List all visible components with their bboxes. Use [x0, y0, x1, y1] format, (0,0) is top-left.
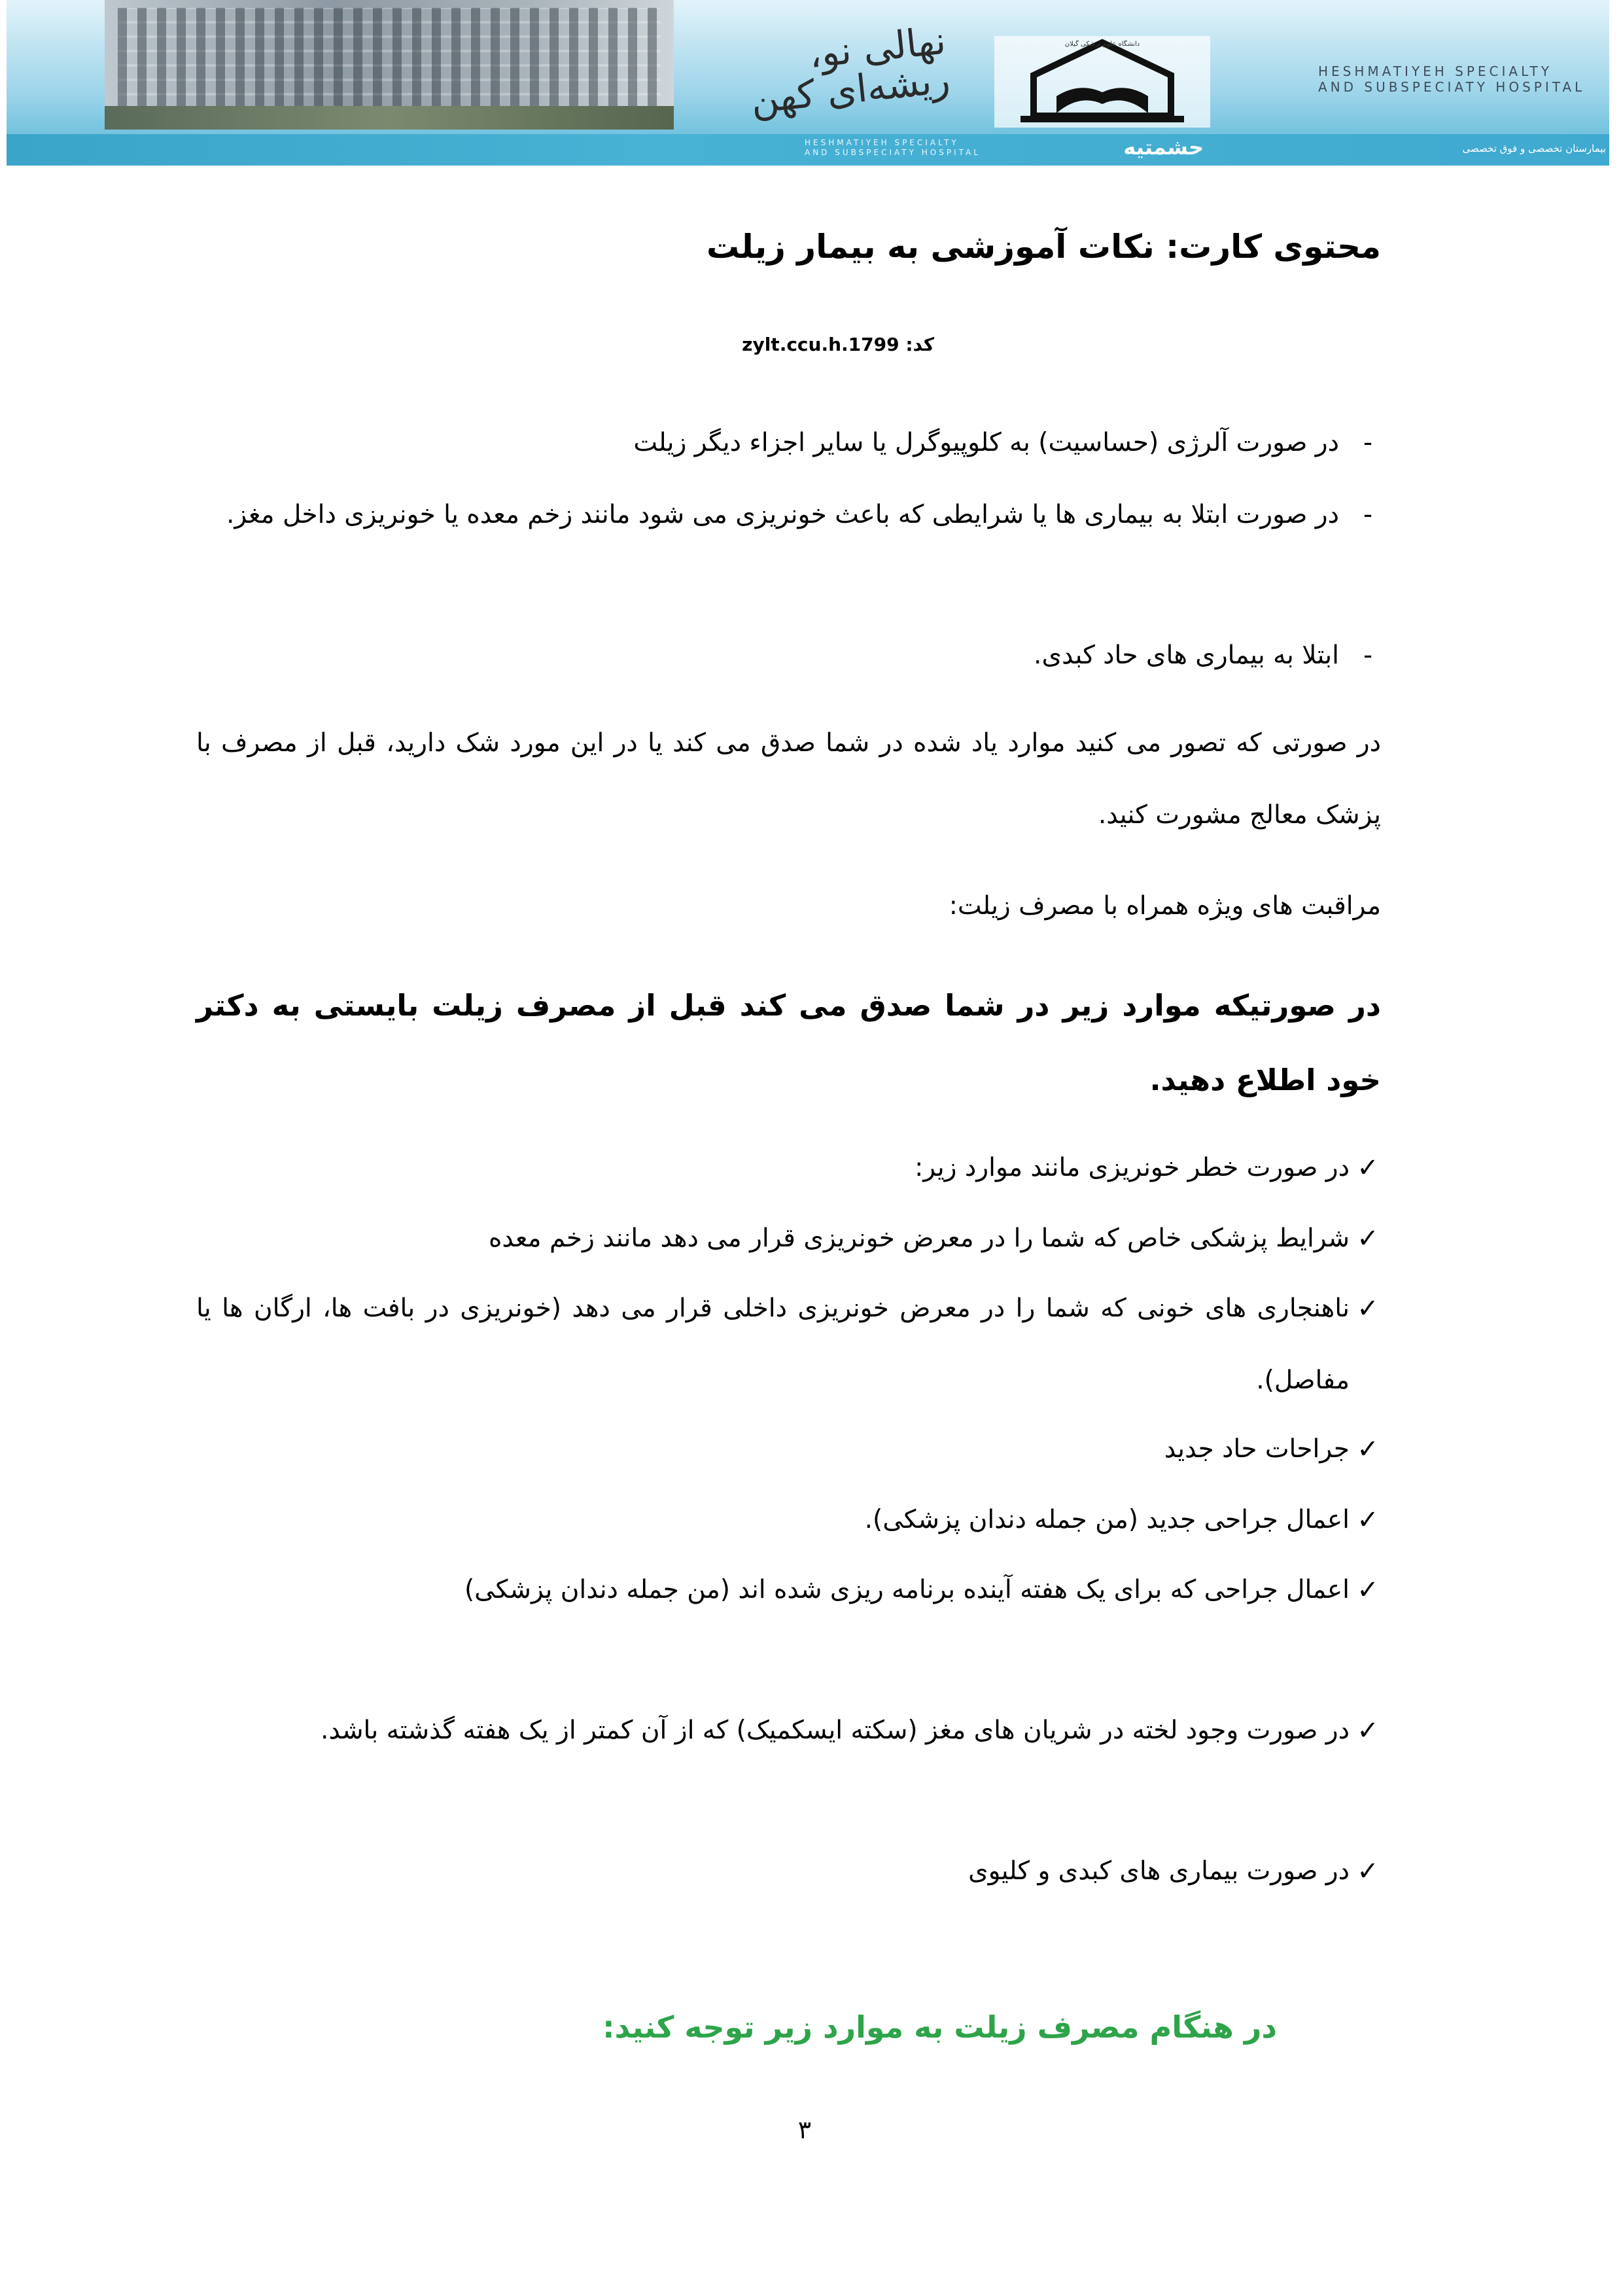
dash-marker: - — [1363, 641, 1373, 670]
checklist-item — [196, 1203, 1381, 1275]
code-label: کد: — [905, 334, 934, 355]
university-logo-icon — [994, 36, 1210, 128]
checklist-item — [196, 1835, 1381, 1907]
usage-notes-heading: در هنگام مصرف زیلت به موارد زیر توجه کنید: — [602, 2009, 1277, 2045]
strip-hospital-name: حشمتیه — [1123, 135, 1204, 160]
checklist-item-text: در صورت وجود لخته در شریان های مغز (سکته ایسکمیک) که از آن کمتر از یک هفته گذشته باشد. — [321, 1716, 1350, 1745]
checklist-item — [196, 1413, 1381, 1485]
list-item — [196, 620, 1381, 692]
list-item-text: در صورت آلرژی (حساسیت) به کلوپیوگرل یا سایر اجزاء دیگر زیلت — [633, 428, 1339, 457]
check-icon: ✓ — [1357, 1575, 1379, 1605]
dash-marker: - — [1363, 500, 1373, 529]
checklist-item — [196, 1695, 1381, 1839]
check-icon: ✓ — [1357, 1505, 1379, 1535]
checklist-item-text: جراحات حاد جدید — [1164, 1434, 1350, 1464]
strip-tagline: بیمارستان تخصصی و فوق تخصصی — [1462, 143, 1606, 154]
list-item-text: در صورت ابتلا به بیماری ها یا شرایطی که باعث خونریزی می شود مانند زخم معده یا خونریزی داخل مغز. — [226, 500, 1339, 529]
strip-hospital-name-en: HESHMATIYEH SPECIALTY AND SUBSPECIATY HOSPITAL — [805, 138, 981, 157]
code-line — [654, 334, 934, 355]
checklist-item — [196, 1554, 1381, 1698]
checklist-item-text: شرایط پزشکی خاص که شما را در معرض خونریزی قرار می دهد مانند زخم معده — [488, 1224, 1350, 1253]
calligraphy-slogan: نهالی نو، ریشه‌ای کهن — [748, 18, 952, 122]
check-icon: ✓ — [1357, 1434, 1379, 1464]
logo-caption: دانشگاه علوم پزشکی گیلان — [1064, 41, 1140, 48]
checklist-item — [196, 1484, 1381, 1556]
advice-paragraph: در صورتی که تصور می کنید موارد یاد شده در شما صدق می کند یا در این مورد شک دارید، قبل از مصرف با پزشک معالج مشورت کنید. — [196, 728, 1381, 830]
hospital-name-en: HESHMATIYEH SPECIALTY AND SUBSPECIATY HOSPITAL — [1318, 63, 1586, 95]
check-icon: ✓ — [1357, 1224, 1379, 1254]
checklist-item-text: در صورت بیماری های کبدی و کلیوی — [968, 1856, 1350, 1886]
checklist-item-text: اعمال جراحی جدید (من جمله دندان پزشکی). — [864, 1505, 1350, 1534]
page-title: محتوی کارت: نکات آموزشی به بیمار زیلت — [706, 228, 1381, 266]
checklist-item — [196, 1132, 1381, 1204]
inform-doctor-paragraph: در صورتیکه موارد زیر در شما صدق می کند قبل از مصرف زیلت بایستی به دکتر خود اطلاع دهید. — [196, 988, 1381, 1097]
code-value: zylt.ccu.h.1799 — [742, 334, 899, 355]
special-care-heading: مراقبت های ویژه همراه با مصرف زیلت: — [949, 891, 1381, 921]
checklist-item-text: ناهنجاری های خونی که شما را در معرض خونریزی داخلی قرار می دهد (خونریزی در بافت ها، ارگان ها یا مفاصل). — [196, 1294, 1350, 1395]
check-icon: ✓ — [1357, 1153, 1379, 1183]
list-item — [196, 479, 1381, 623]
list-item-text: ابتلا به بیماری های حاد کبدی. — [1034, 641, 1339, 670]
checklist-item — [196, 1273, 1381, 1417]
check-icon: ✓ — [1357, 1856, 1379, 1886]
page-number: ۳ — [797, 2115, 812, 2144]
check-icon: ✓ — [1357, 1294, 1379, 1324]
checklist-item-text: اعمال جراحی که برای یک هفته آینده برنامه ریزی شده اند (من جمله دندان پزشکی) — [464, 1575, 1350, 1604]
dash-marker: - — [1363, 428, 1373, 457]
check-icon: ✓ — [1357, 1716, 1379, 1746]
checklist-item-text: در صورت خطر خونریزی مانند موارد زیر: — [915, 1153, 1350, 1182]
list-item — [196, 407, 1381, 479]
hospital-building-photo — [105, 0, 674, 130]
